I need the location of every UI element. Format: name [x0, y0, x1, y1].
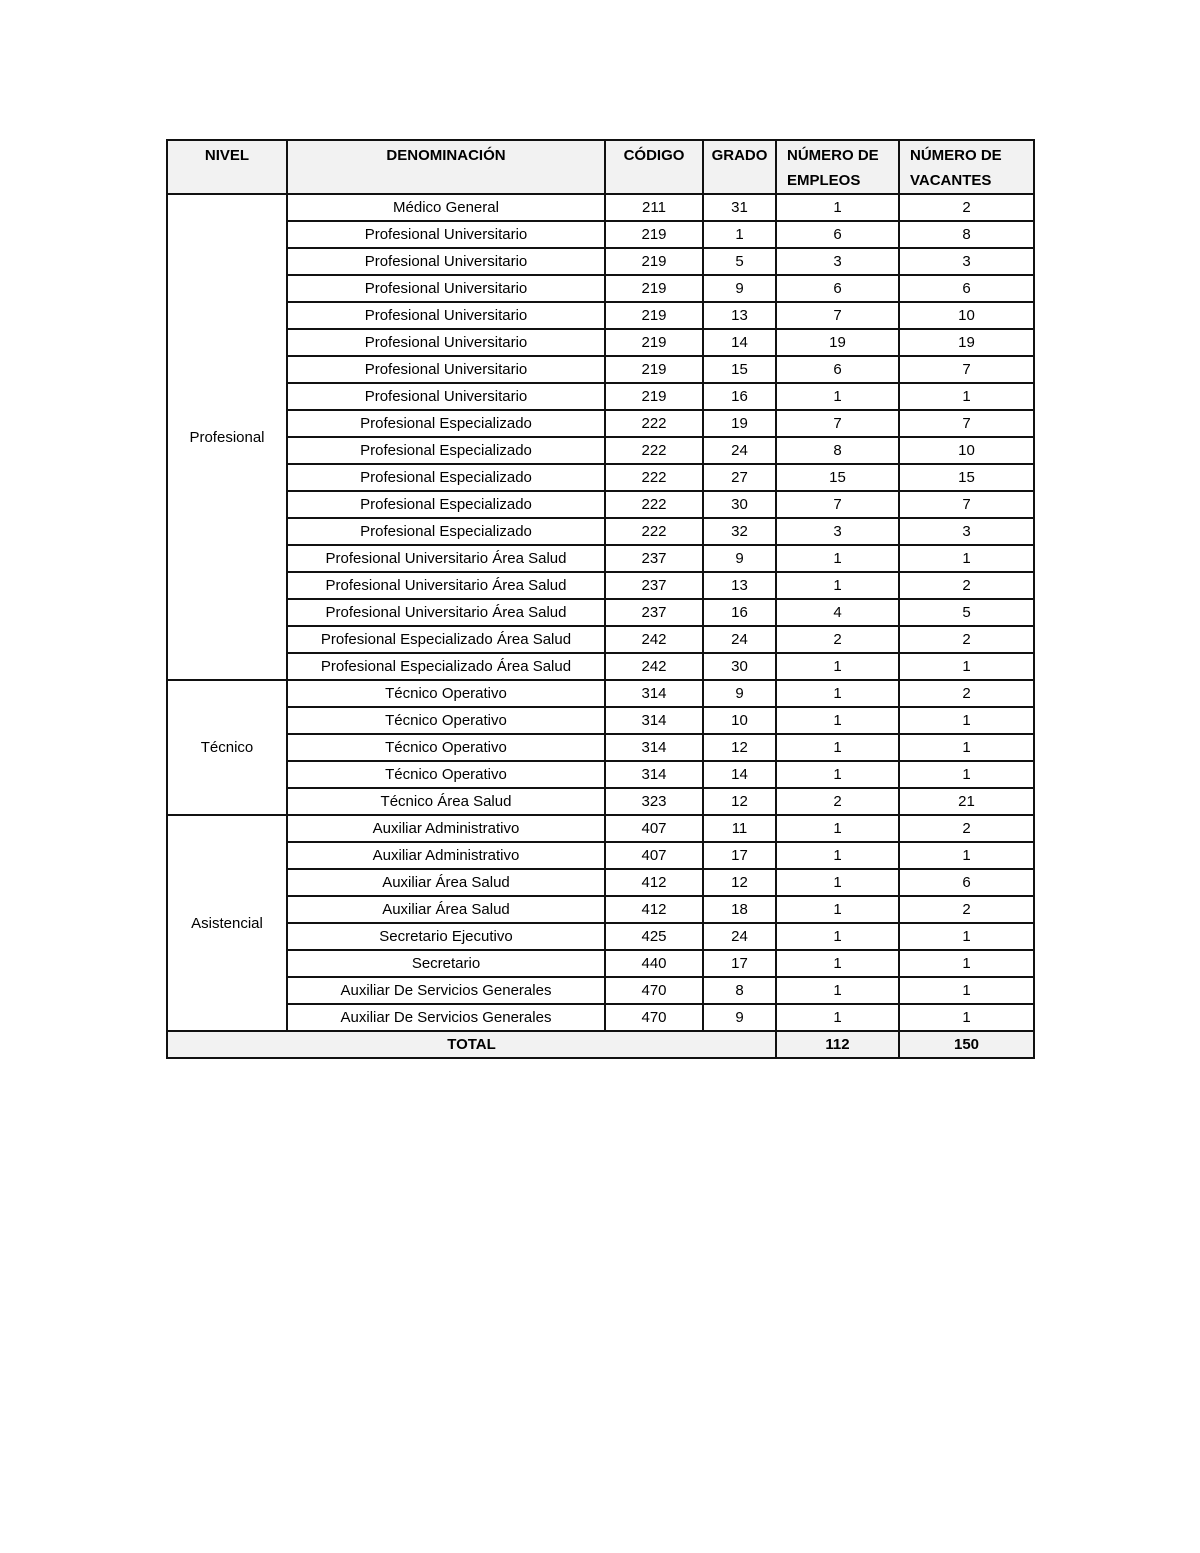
vacantes-cell: 2: [899, 815, 1034, 842]
denominacion-cell: Técnico Operativo: [287, 734, 605, 761]
codigo-cell: 222: [605, 518, 703, 545]
codigo-cell: 314: [605, 761, 703, 788]
empleos-cell: 1: [776, 761, 899, 788]
table-row: [167, 221, 1034, 248]
header-grado: GRADO: [703, 140, 776, 194]
empleos-cell: 1: [776, 383, 899, 410]
nivel-cell: Profesional: [167, 194, 287, 680]
table-row: [167, 491, 1034, 518]
codigo-cell: 219: [605, 275, 703, 302]
empleos-cell: 1: [776, 896, 899, 923]
codigo-cell: 222: [605, 491, 703, 518]
empleos-cell: 15: [776, 464, 899, 491]
grado-cell: 30: [703, 491, 776, 518]
vacantes-cell: 1: [899, 545, 1034, 572]
codigo-cell: 407: [605, 842, 703, 869]
vacantes-cell: 10: [899, 302, 1034, 329]
vacantes-cell: 21: [899, 788, 1034, 815]
grado-cell: 14: [703, 329, 776, 356]
header-codigo: CÓDIGO: [605, 140, 703, 194]
grado-cell: 24: [703, 626, 776, 653]
grado-cell: 10: [703, 707, 776, 734]
codigo-cell: 222: [605, 437, 703, 464]
vacantes-cell: 1: [899, 923, 1034, 950]
empleos-cell: 1: [776, 869, 899, 896]
codigo-cell: 219: [605, 329, 703, 356]
empleos-cell: 1: [776, 194, 899, 221]
grado-cell: 12: [703, 734, 776, 761]
table-row: [167, 275, 1034, 302]
denominacion-cell: Profesional Universitario Área Salud: [287, 599, 605, 626]
employment-table: [166, 139, 1035, 1059]
codigo-cell: 425: [605, 923, 703, 950]
denominacion-cell: Médico General: [287, 194, 605, 221]
grado-cell: 31: [703, 194, 776, 221]
table-row: [167, 842, 1034, 869]
empleos-cell: 1: [776, 572, 899, 599]
vacantes-cell: 1: [899, 383, 1034, 410]
denominacion-cell: Profesional Universitario: [287, 356, 605, 383]
table-row: [167, 626, 1034, 653]
denominacion-cell: Secretario: [287, 950, 605, 977]
empleos-cell: 1: [776, 950, 899, 977]
table-row: [167, 599, 1034, 626]
table-row: [167, 788, 1034, 815]
vacantes-cell: 3: [899, 248, 1034, 275]
codigo-cell: 470: [605, 1004, 703, 1031]
table-row: [167, 410, 1034, 437]
vacantes-cell: 1: [899, 1004, 1034, 1031]
denominacion-cell: Auxiliar Área Salud: [287, 896, 605, 923]
codigo-cell: 314: [605, 734, 703, 761]
table-row: [167, 302, 1034, 329]
grado-cell: 13: [703, 302, 776, 329]
vacantes-cell: 1: [899, 761, 1034, 788]
vacantes-cell: 2: [899, 572, 1034, 599]
table-row: [167, 977, 1034, 1004]
denominacion-cell: Profesional Universitario Área Salud: [287, 572, 605, 599]
denominacion-cell: Auxiliar Administrativo: [287, 842, 605, 869]
denominacion-cell: Auxiliar De Servicios Generales: [287, 1004, 605, 1031]
grado-cell: 24: [703, 923, 776, 950]
header-denominacion: DENOMINACIÓN: [287, 140, 605, 194]
table-footer: [167, 1031, 1034, 1058]
vacantes-cell: 1: [899, 950, 1034, 977]
table-row: [167, 950, 1034, 977]
grado-cell: 17: [703, 842, 776, 869]
vacantes-cell: 1: [899, 977, 1034, 1004]
grado-cell: 13: [703, 572, 776, 599]
denominacion-cell: Profesional Universitario: [287, 275, 605, 302]
denominacion-cell: Profesional Especializado: [287, 491, 605, 518]
denominacion-cell: Técnico Operativo: [287, 707, 605, 734]
table-row: [167, 896, 1034, 923]
denominacion-cell: Profesional Especializado: [287, 464, 605, 491]
grado-cell: 16: [703, 599, 776, 626]
grado-cell: 24: [703, 437, 776, 464]
header-vacantes: NÚMERO DE VACANTES: [899, 140, 1034, 194]
table-row: [167, 761, 1034, 788]
empleos-cell: 6: [776, 221, 899, 248]
denominacion-cell: Profesional Especializado: [287, 410, 605, 437]
codigo-cell: 314: [605, 707, 703, 734]
table-row: [167, 464, 1034, 491]
vacantes-cell: 2: [899, 680, 1034, 707]
table-row: [167, 518, 1034, 545]
empleos-cell: 4: [776, 599, 899, 626]
table-row: [167, 734, 1034, 761]
codigo-cell: 242: [605, 626, 703, 653]
vacantes-cell: 15: [899, 464, 1034, 491]
grado-cell: 32: [703, 518, 776, 545]
grado-cell: 12: [703, 788, 776, 815]
denominacion-cell: Técnico Operativo: [287, 680, 605, 707]
vacantes-cell: 1: [899, 707, 1034, 734]
header-row: [167, 140, 1034, 194]
empleos-cell: 1: [776, 842, 899, 869]
denominacion-cell: Técnico Operativo: [287, 761, 605, 788]
denominacion-cell: Profesional Universitario: [287, 221, 605, 248]
codigo-cell: 219: [605, 302, 703, 329]
codigo-cell: 323: [605, 788, 703, 815]
grado-cell: 9: [703, 680, 776, 707]
vacantes-cell: 2: [899, 194, 1034, 221]
grado-cell: 30: [703, 653, 776, 680]
codigo-cell: 242: [605, 653, 703, 680]
codigo-cell: 219: [605, 248, 703, 275]
table-row: [167, 869, 1034, 896]
codigo-cell: 237: [605, 599, 703, 626]
grado-cell: 19: [703, 410, 776, 437]
denominacion-cell: Profesional Especializado Área Salud: [287, 626, 605, 653]
codigo-cell: 314: [605, 680, 703, 707]
total-empleos: 112: [776, 1031, 899, 1058]
vacantes-cell: 1: [899, 842, 1034, 869]
denominacion-cell: Profesional Especializado: [287, 518, 605, 545]
vacantes-cell: 2: [899, 896, 1034, 923]
grado-cell: 5: [703, 248, 776, 275]
table-row: [167, 572, 1034, 599]
grado-cell: 27: [703, 464, 776, 491]
empleos-cell: 6: [776, 275, 899, 302]
total-vacantes: 150: [899, 1031, 1034, 1058]
table-row: [167, 545, 1034, 572]
table-header: [167, 140, 1034, 194]
codigo-cell: 211: [605, 194, 703, 221]
grado-cell: 8: [703, 977, 776, 1004]
empleos-cell: 1: [776, 545, 899, 572]
grado-cell: 11: [703, 815, 776, 842]
grado-cell: 9: [703, 275, 776, 302]
grado-cell: 9: [703, 1004, 776, 1031]
grado-cell: 18: [703, 896, 776, 923]
table-row: [167, 248, 1034, 275]
denominacion-cell: Secretario Ejecutivo: [287, 923, 605, 950]
grado-cell: 1: [703, 221, 776, 248]
codigo-cell: 219: [605, 383, 703, 410]
table-row: [167, 329, 1034, 356]
codigo-cell: 237: [605, 545, 703, 572]
grado-cell: 9: [703, 545, 776, 572]
vacantes-cell: 6: [899, 275, 1034, 302]
empleos-cell: 7: [776, 491, 899, 518]
empleos-cell: 1: [776, 680, 899, 707]
vacantes-cell: 10: [899, 437, 1034, 464]
empleos-cell: 7: [776, 302, 899, 329]
total-label: TOTAL: [167, 1031, 776, 1058]
table-row: [167, 707, 1034, 734]
grado-cell: 17: [703, 950, 776, 977]
table-row: [167, 383, 1034, 410]
denominacion-cell: Profesional Universitario: [287, 383, 605, 410]
header-empleos: NÚMERO DE EMPLEOS: [776, 140, 899, 194]
codigo-cell: 412: [605, 869, 703, 896]
denominacion-cell: Técnico Área Salud: [287, 788, 605, 815]
empleos-cell: 7: [776, 410, 899, 437]
codigo-cell: 440: [605, 950, 703, 977]
codigo-cell: 219: [605, 221, 703, 248]
empleos-cell: 6: [776, 356, 899, 383]
vacantes-cell: 7: [899, 410, 1034, 437]
codigo-cell: 222: [605, 410, 703, 437]
table-body: [167, 194, 1034, 1031]
empleos-cell: 1: [776, 653, 899, 680]
empleos-cell: 1: [776, 707, 899, 734]
codigo-cell: 407: [605, 815, 703, 842]
denominacion-cell: Profesional Especializado Área Salud: [287, 653, 605, 680]
nivel-cell: Asistencial: [167, 815, 287, 1031]
empleos-cell: 3: [776, 248, 899, 275]
vacantes-cell: 3: [899, 518, 1034, 545]
grado-cell: 12: [703, 869, 776, 896]
vacantes-cell: 1: [899, 734, 1034, 761]
denominacion-cell: Profesional Universitario Área Salud: [287, 545, 605, 572]
empleos-cell: 19: [776, 329, 899, 356]
nivel-cell: Técnico: [167, 680, 287, 815]
vacantes-cell: 8: [899, 221, 1034, 248]
vacantes-cell: 2: [899, 626, 1034, 653]
codigo-cell: 237: [605, 572, 703, 599]
table-row: [167, 815, 1034, 842]
codigo-cell: 219: [605, 356, 703, 383]
empleos-cell: 1: [776, 815, 899, 842]
denominacion-cell: Profesional Universitario: [287, 302, 605, 329]
empleos-cell: 8: [776, 437, 899, 464]
empleos-cell: 1: [776, 1004, 899, 1031]
empleos-cell: 1: [776, 977, 899, 1004]
empleos-cell: 3: [776, 518, 899, 545]
vacantes-cell: 5: [899, 599, 1034, 626]
table-row: [167, 653, 1034, 680]
grado-cell: 16: [703, 383, 776, 410]
empleos-cell: 1: [776, 734, 899, 761]
empleos-cell: 2: [776, 626, 899, 653]
total-row: [167, 1031, 1034, 1058]
denominacion-cell: Profesional Especializado: [287, 437, 605, 464]
vacantes-cell: 19: [899, 329, 1034, 356]
table-row: [167, 1004, 1034, 1031]
empleos-cell: 2: [776, 788, 899, 815]
denominacion-cell: Profesional Universitario: [287, 248, 605, 275]
vacantes-cell: 6: [899, 869, 1034, 896]
vacantes-cell: 7: [899, 356, 1034, 383]
table-row: [167, 923, 1034, 950]
codigo-cell: 412: [605, 896, 703, 923]
denominacion-cell: Auxiliar Administrativo: [287, 815, 605, 842]
denominacion-cell: Auxiliar Área Salud: [287, 869, 605, 896]
codigo-cell: 222: [605, 464, 703, 491]
vacantes-cell: 1: [899, 653, 1034, 680]
grado-cell: 15: [703, 356, 776, 383]
vacantes-cell: 7: [899, 491, 1034, 518]
table-row: [167, 356, 1034, 383]
denominacion-cell: Auxiliar De Servicios Generales: [287, 977, 605, 1004]
header-nivel: NIVEL: [167, 140, 287, 194]
table-row: [167, 194, 1034, 221]
codigo-cell: 470: [605, 977, 703, 1004]
denominacion-cell: Profesional Universitario: [287, 329, 605, 356]
grado-cell: 14: [703, 761, 776, 788]
empleos-cell: 1: [776, 923, 899, 950]
table-row: [167, 680, 1034, 707]
table-row: [167, 437, 1034, 464]
